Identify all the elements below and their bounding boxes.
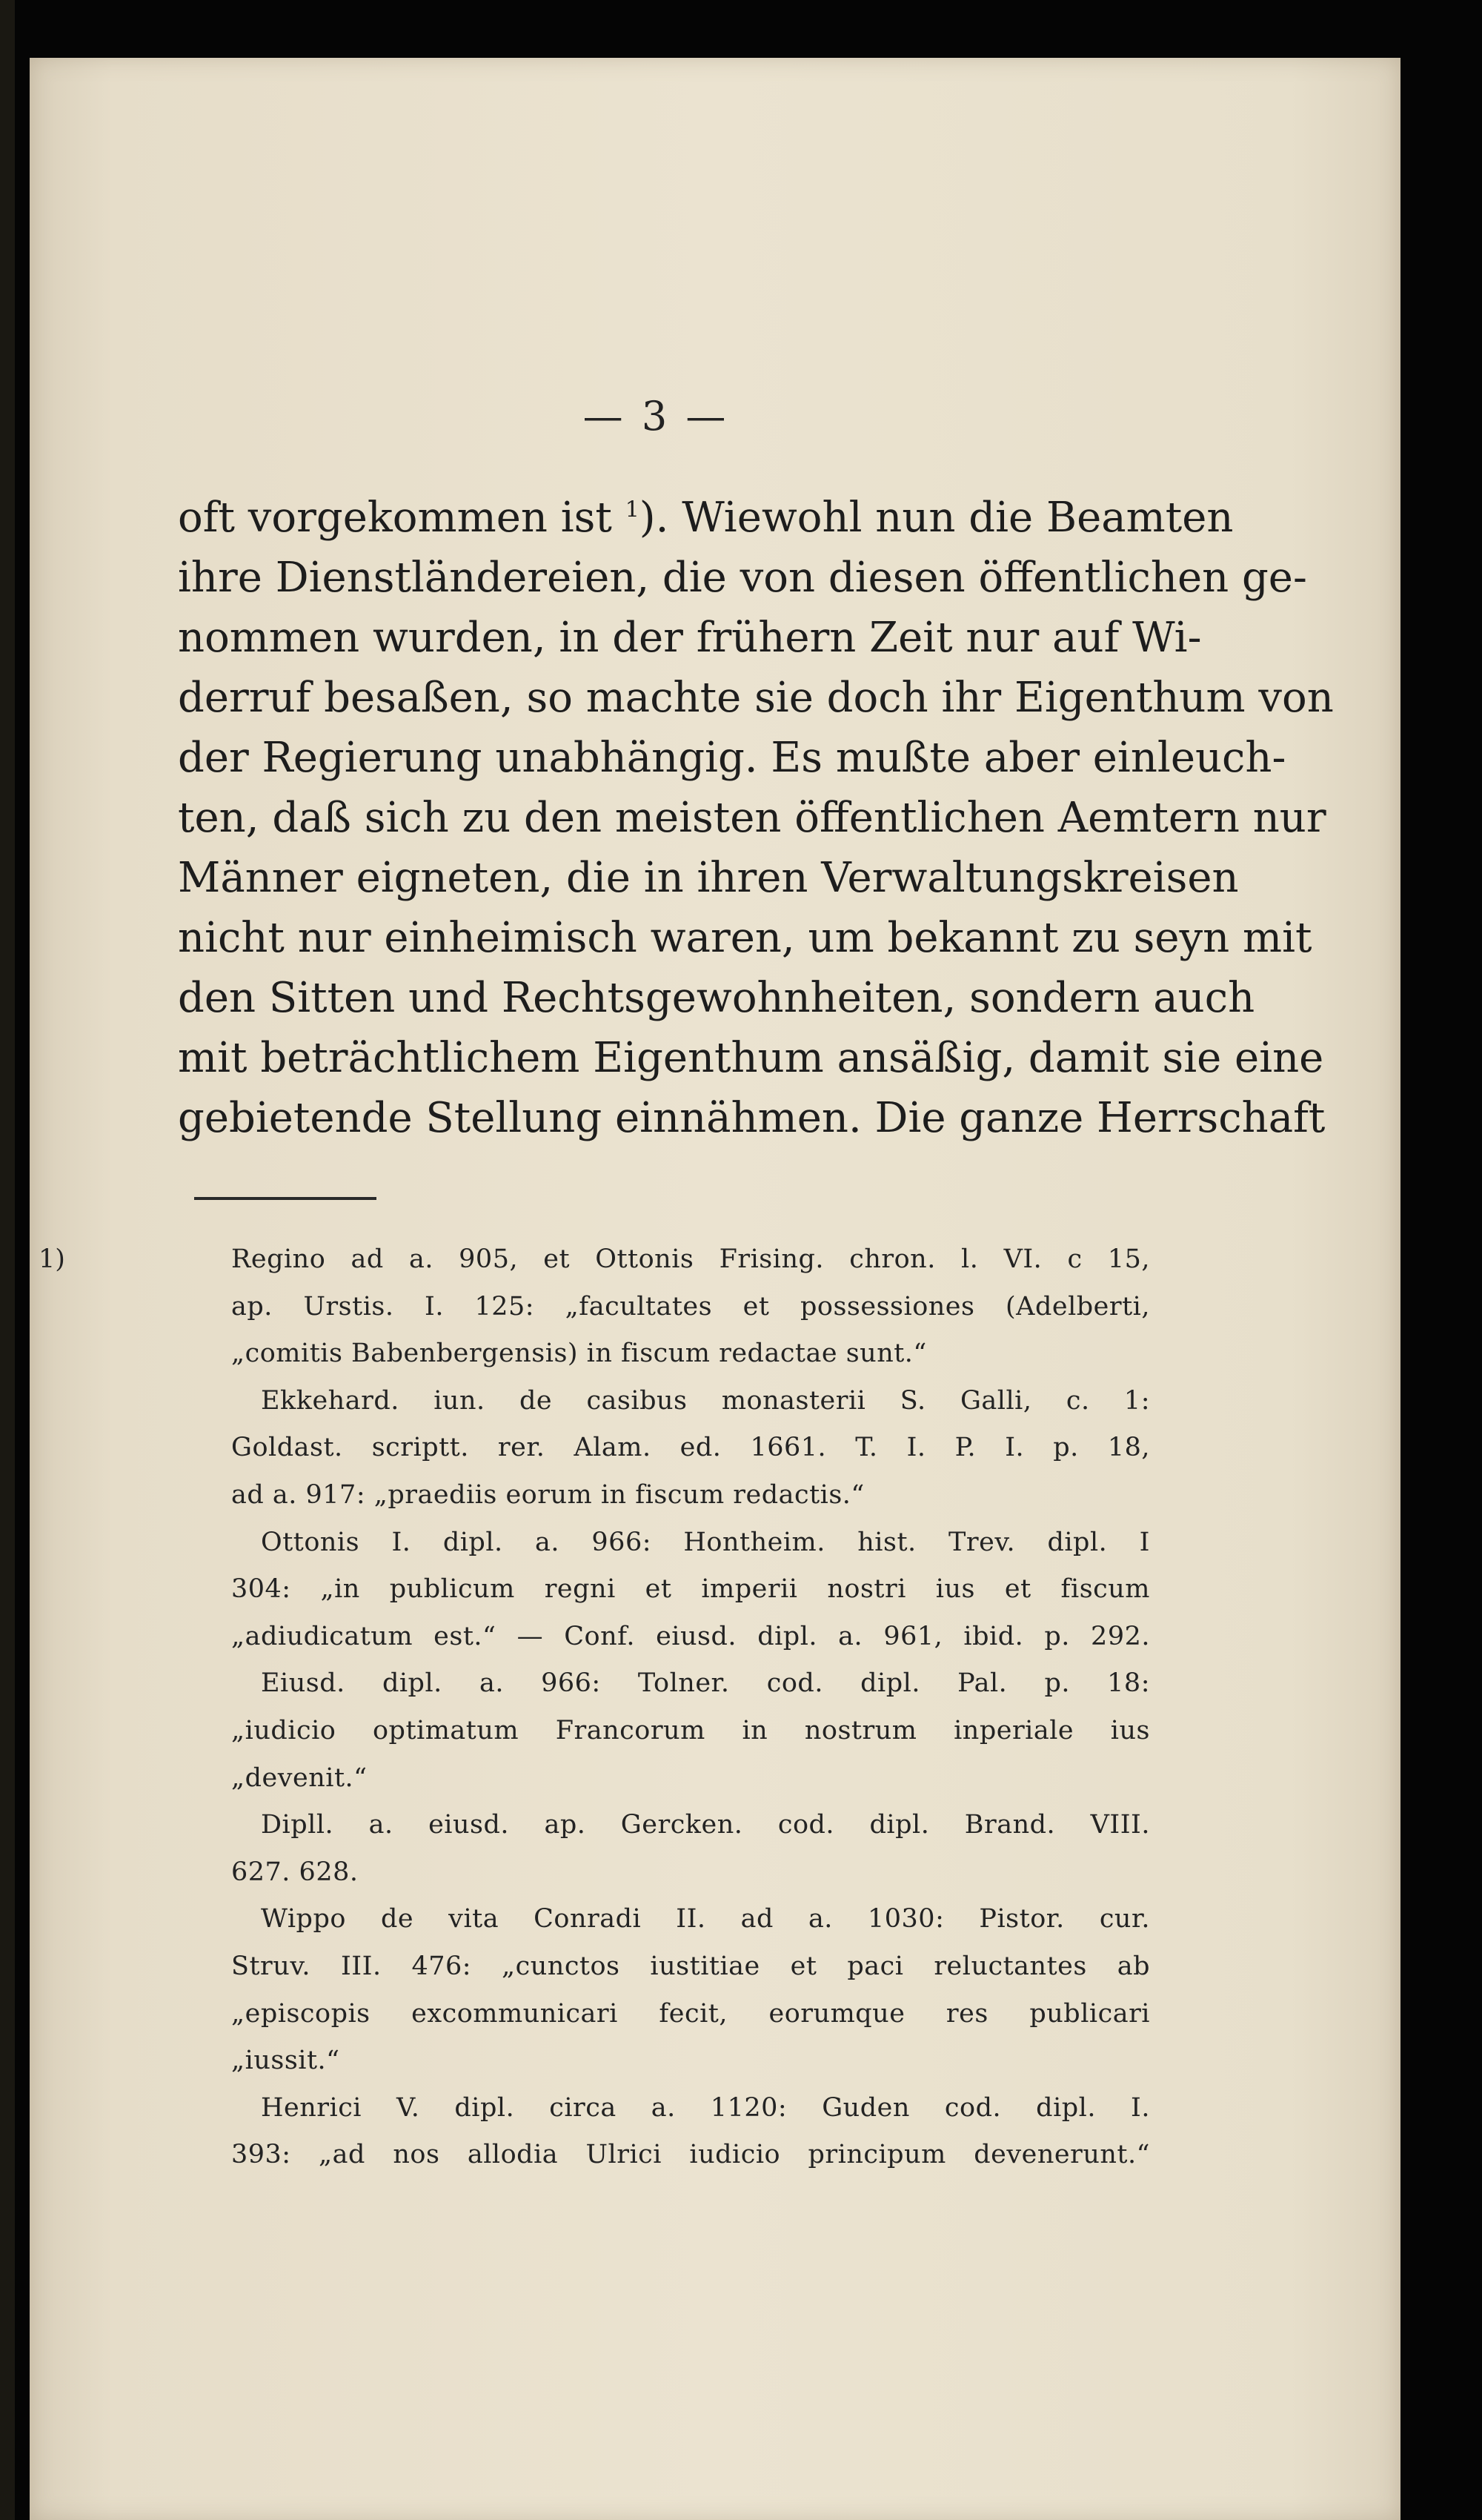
body-line: mit beträchtlichem Eigenthum ansäßig, damit sie eine [178, 1034, 1324, 1082]
footnote-marker: 1) [39, 1244, 65, 1274]
footnote-line: „adiudicatum est.“ — Conf. eiusd. dipl. a. 961, ibid. p. 292. [231, 1621, 1150, 1651]
footnote-line: 627. 628. [231, 1857, 359, 1887]
footnote-line: Struv. III. 476: „cunctos iustitiae et paci reluctantes ab [231, 1951, 1150, 1981]
footnote-line: Ekkehard. iun. de casibus monasterii S. Galli, c. 1: [261, 1385, 1150, 1416]
footnote-line: ad a. 917: „praediis eorum in fiscum redactis.“ [231, 1479, 865, 1510]
body-line: derruf besaßen, so machte sie doch ihr Eigenthum von [178, 674, 1334, 722]
body-line: nommen wurden, in der frühern Zeit nur auf Wi- [178, 614, 1202, 662]
footnote-line: „episcopis excommunicari fecit, eorumque res publicari [231, 1998, 1150, 2029]
footnote-line: Regino ad a. 905, et Ottonis Frising. chron. l. VI. c 15, [231, 1244, 1150, 1274]
body-line: der Regierung unabhängig. Es mußte aber einleuch- [178, 734, 1286, 782]
body-line: den Sitten und Rechtsgewohnheiten, sondern auch [178, 974, 1255, 1022]
footnote-line: 393: „ad nos allodia Ulrici iudicio principum devenerunt.“ [231, 2140, 1150, 2170]
body-line: gebietende Stellung einnähmen. Die ganze Herrschaft [178, 1094, 1326, 1142]
body-line-text: oft vorgekommen ist [178, 494, 612, 542]
page-number: — 3 — [582, 393, 729, 440]
body-line: Männer eigneten, die in ihren Verwaltungskreisen [178, 854, 1239, 902]
footnote-line: Dipll. a. eiusd. ap. Gercken. cod. dipl. Brand. VIII. [261, 1810, 1150, 1840]
footnote-line: Wippo de vita Conradi II. ad a. 1030: Pistor. cur. [261, 1904, 1150, 1934]
body-line [178, 488, 1234, 548]
main-text [178, 488, 1334, 1148]
footnote-line: „devenit.“ [231, 1763, 368, 1793]
footnote-line: Eiusd. dipl. a. 966: Tolner. cod. dipl. Pal. p. 18: [261, 1668, 1150, 1699]
book-page [30, 58, 1400, 2520]
body-line: ten, daß sich zu den meisten öffentlichen Aemtern nur [178, 794, 1326, 842]
footnote-divider [194, 1197, 376, 1200]
footnote-line: ap. Urstis. I. 125: „facultates et possessiones (Adelberti, [231, 1291, 1150, 1322]
footnote-reference[interactable]: 1 [625, 497, 639, 523]
body-line-text: ). Wiewohl nun die Beamten [639, 494, 1234, 542]
footnotes [231, 1236, 1150, 2179]
footnote-line: „iussit.“ [231, 2046, 340, 2076]
footnote-line: „iudicio optimatum Francorum in nostrum inperiale ius [231, 1715, 1150, 1745]
scan-background-edge [0, 0, 15, 2520]
footnote-line: Goldast. scriptt. rer. Alam. ed. 1661. T. I. P. I. p. 18, [231, 1433, 1150, 1463]
body-line: ihre Dienstländereien, die von diesen öffentlichen ge- [178, 554, 1307, 602]
body-line: nicht nur einheimisch waren, um bekannt zu seyn mit [178, 914, 1312, 962]
footnote-line: Henrici V. dipl. circa a. 1120: Guden cod. dipl. I. [261, 2092, 1150, 2123]
footnote-line: 304: „in publicum regni et imperii nostri ius et fiscum [231, 1574, 1150, 1605]
footnote-line: „comitis Babenbergensis) in fiscum redactae sunt.“ [231, 1339, 927, 1369]
footnote-line: Ottonis I. dipl. a. 966: Hontheim. hist. Trev. dipl. I [261, 1527, 1150, 1557]
